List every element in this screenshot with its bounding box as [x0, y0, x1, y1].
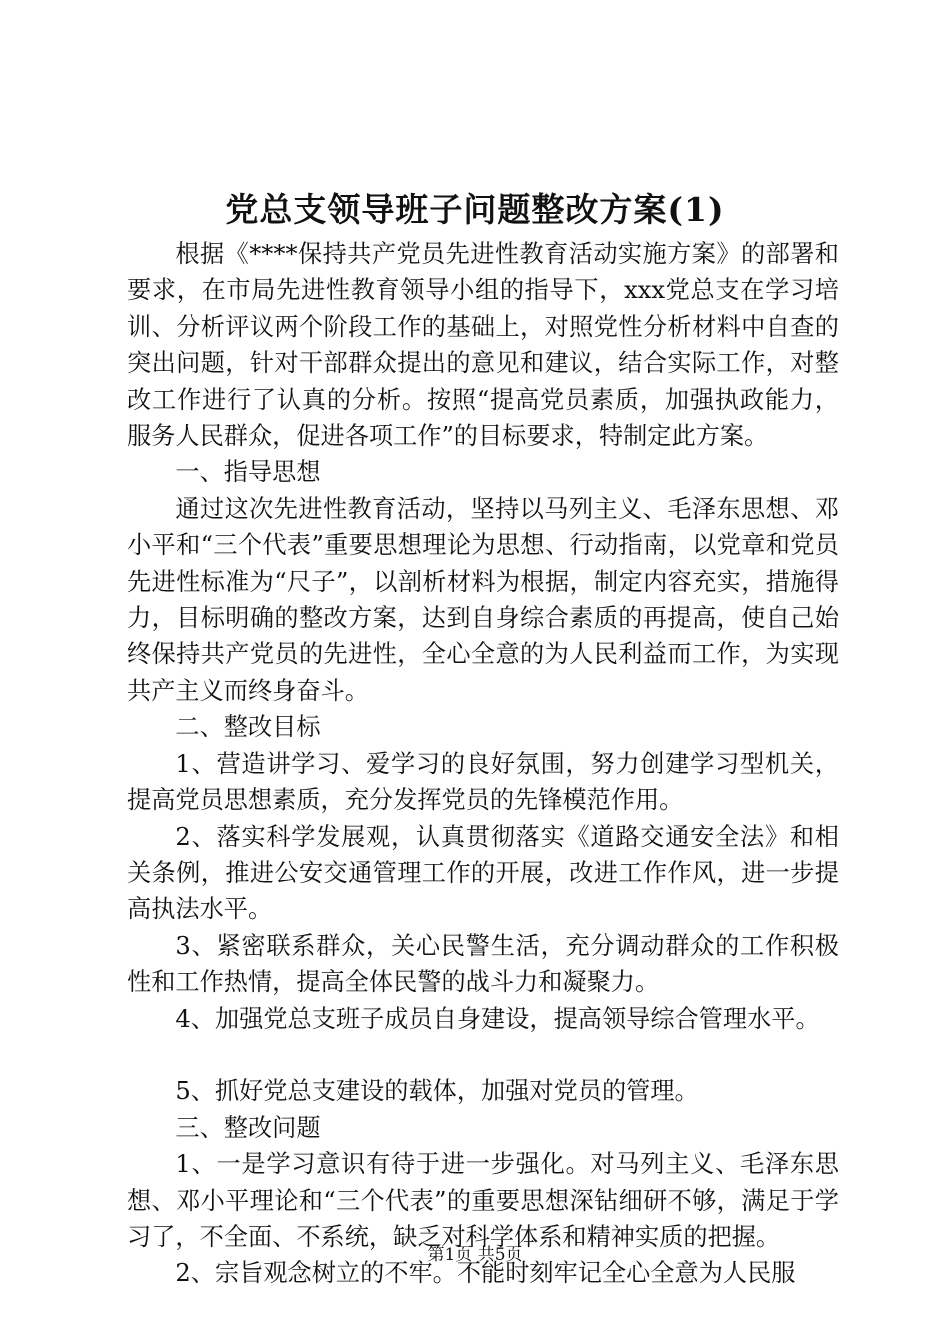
section-heading-rectification-issues: 三、整改问题: [175, 1113, 321, 1142]
goal-item-5: 5、抓好党总支建设的载体，加强对党员的管理。: [175, 1077, 699, 1106]
intro-paragraph: 根据《****保持共产党员先进性教育活动实施方案》的部署和要求，在市局先进性教育领导小组的指导下，xxx党总支在学习培训、分析评议两个阶段工作的基础上，对照党性分析材料中自查的突出问题，针对干部群众提出的意见和建议，结合实际工作，对整改工作进行了认真的分析。按照“提高党员素质，加强执政能力，服务人民群众，促进各项工作”的目标要求，特制定此方案。: [127, 240, 839, 451]
page-number-footer: 第1页 共5页: [427, 1245, 523, 1265]
document-body: [127, 236, 839, 1292]
goal-item-4: 4、加强党总支班子成员自身建设，提高领导综合管理水平。: [175, 1004, 820, 1033]
goal-item-2: 2、落实科学发展观，认真贯彻落实《道路交通安全法》和相关条例，推进公安交通管理工作的开展，改进工作作风，进一步提高执法水平。: [127, 822, 839, 924]
section-heading-rectification-goals: 二、整改目标: [175, 713, 321, 742]
blank-line: [127, 1037, 839, 1073]
issue-item-1: 1、一是学习意识有待于进一步强化。对马列主义、毛泽东思想、邓小平理论和“三个代表”的重要思想深钻细研不够，满足于学习了，不全面、不系统，缺乏对科学体系和精神实质的把握。: [127, 1150, 839, 1251]
guiding-thought-paragraph: 通过这次先进性教育活动，坚持以马列主义、毛泽东思想、邓小平和“三个代表”重要思想理论为思想、行动指南，以党章和党员先进性标准为“尺子”，以剖析材料为根据，制定内容充实，措施得力，目标明确的整改方案，达到自身综合素质的再提高，使自己始终保持共产党员的先进性，全心全意的为人民利益而工作，为实现共产主义而终身奋斗。: [127, 494, 839, 705]
document-title: 党总支领导班子问题整改方案(1): [225, 190, 725, 229]
goal-item-3: 3、紧密联系群众，关心民警生活，充分调动群众的工作积极性和工作热情，提高全体民警的战斗力和凝聚力。: [127, 931, 839, 997]
goal-item-1: 1、营造讲学习、爱学习的良好氛围，努力创建学习型机关，提高党员思想素质，充分发挥党员的先锋模范作用。: [127, 749, 839, 815]
section-heading-guiding-thought: 一、指导思想: [175, 458, 321, 487]
issue-item-2: 2、宗旨观念树立的不牢。不能时刻牢记全心全意为人民服: [175, 1259, 796, 1288]
